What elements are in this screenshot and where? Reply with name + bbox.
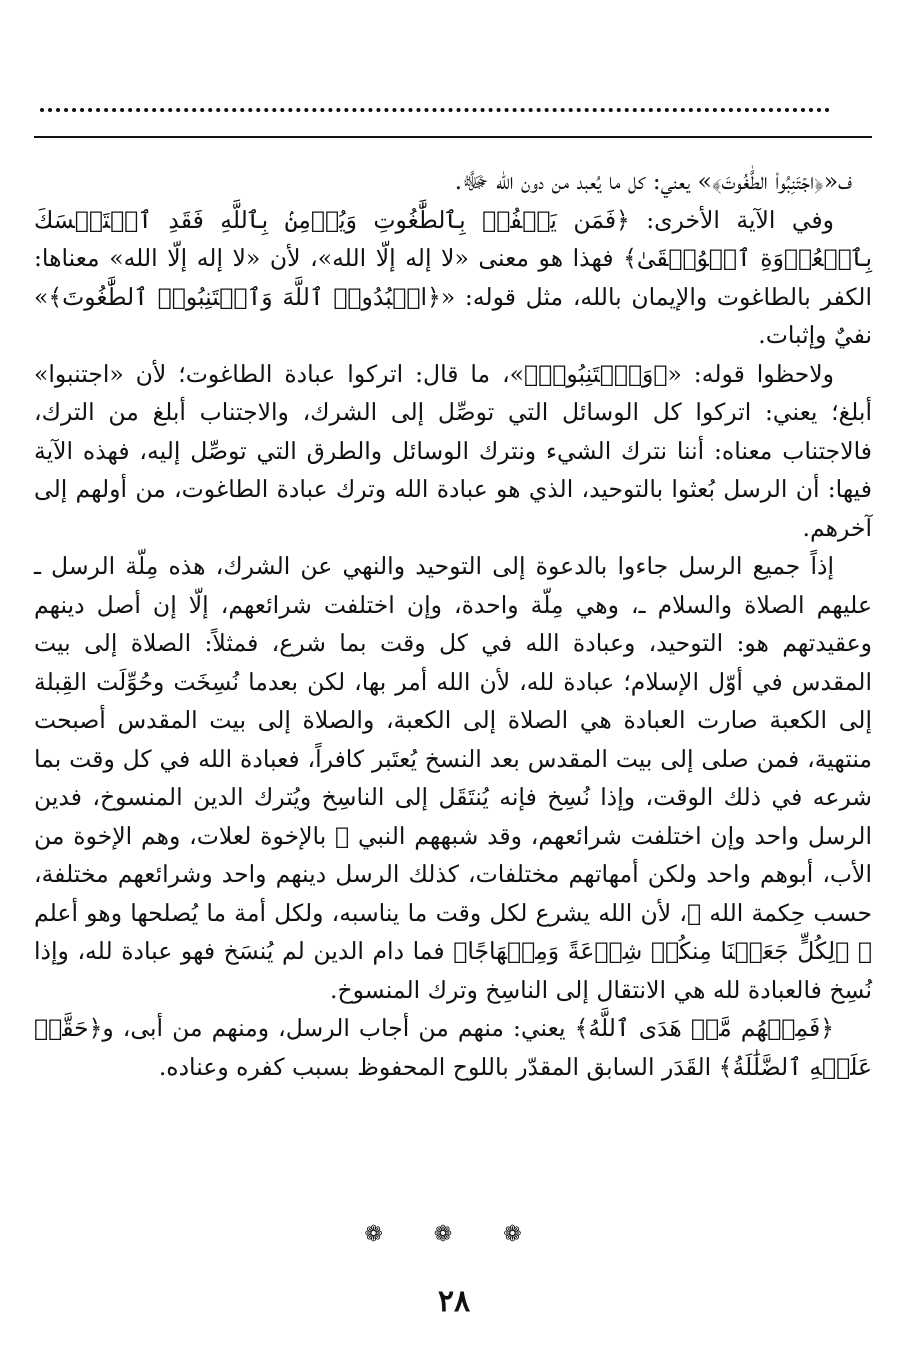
page-number: ٢٨ (437, 1284, 471, 1319)
section-ornament: ❁ ❁ ❁ (364, 1222, 544, 1247)
header-rule (34, 136, 872, 138)
header-dotted-line (40, 88, 830, 112)
page-body (34, 162, 872, 1086)
paragraph-2: وفي الآية الأخرى: ﴿فَمَن يَكۡفُرۡ بِٱلطَّٰغُوتِ وَيُؤۡمِنۢ بِٱللَّهِ فَقَدِ ٱسۡتَمۡسَكَ بِٱلۡعُرۡوَةِ ٱلۡوُثۡقَىٰ﴾ فهذا هو معنى «لا إله إلّا الله»، لأن «لا إله إلّا الله» معناها: الكفر بالطاغوت والإيمان بالله، مثل قوله: «﴿اعۡبُدُوا۟ ٱللَّهَ وَٱجۡتَنِبُوا۟ ٱلطَّٰغُوتَ﴾» نفيٌ وإثبات. (34, 205, 872, 349)
paragraph-1: ف«﴿اجۡتَنِبُوا۟ الطَّٰغُوتَ﴾» يعني: كل ما يُعبد من دون الله ﷻ. (454, 167, 852, 195)
paragraph-4: إذاً جميع الرسل جاءوا بالدعوة إلى التوحيد والنهي عن الشرك، هذه مِلّة الرسل ـ عليهم الصلاة والسلام ـ، وهي مِلّة واحدة، وإن اختلفت شرائعهم، إلّا إن أصل دينهم وعقيدتهم هو: التوحيد، وعبادة الله في كل وقت بما شرع، فمثلاً: الصلاة إلى بيت المقدس في أوّل الإسلام؛ عبادة لله، لأن الله أمر بها، لكن بعدما نُسِخَت وحُوِّلَت القِبلة إلى الكعبة صارت العبادة هي الصلاة إلى الكعبة، والصلاة إلى بيت المقدس أصبحت منتهية، فمن صلى إلى بيت المقدس بعد النسخ يُعتَبر كافراً، فعبادة الله في كل وقت بما شرعه في ذلك الوقت، وإذا نُسِخ فإنه يُنتَقَل إلى الناسِخ ويُترك الدين المنسوخ، فدين الرسل واحد وإن اختلفت شرائعهم، وقد شبههم النبي ﷺ بالإخوة لعلات، وهم الإخوة من الأب، أبوهم واحد ولكن أمهاتهم مختلفات، كذلك الرسل دينهم واحد وشرائعهم مختلفة، حسب حِكمة الله ﷻ، لأن الله يشرع لكل وقت ما يناسبه، ولكل أمة ما يُصلحها وهو أعلم ﷻ ﴿لِكُلٍّ جَعَلۡنَا مِنكُمۡ شِرۡعَةً وَمِنۡهَاجًا﴾ فما دام الدين لم يُنسَخ فهو عبادة لله، وإذا نُسِخ فالعبادة لله هي الانتقال إلى الناسِخ وترك المنسوخ. (34, 552, 872, 1004)
paragraph-3: ولاحظوا قوله: «﴿وَٱجۡتَنِبُوا۟﴾»، ما قال: اتركوا عبادة الطاغوت؛ لأن «اجتنبوا» أبلغ؛ يعني: اتركوا كل الوسائل التي توصِّل إلى الشرك، والاجتناب أبلغ من الترك، فالاجتناب معناه: أننا نترك الشيء ونترك الوسائل والطرق التي توصِّل إليه، فهذه الآية فيها: أن الرسل بُعثوا بالتوحيد، الذي هو عبادة الله وترك عبادة الطاغوت، من أولهم إلى آخرهم. (34, 359, 872, 542)
paragraph-5: ﴿فَمِنۡهُم مَّنۡ هَدَى ٱللَّهُ﴾ يعني: منهم من أجاب الرسل، ومنهم من أبى، و﴿حَقَّتۡ عَلَيۡهِ ٱلضَّلَٰلَةُ﴾ القَدَر السابق المقدّر باللوح المحفوظ بسبب كفره وعناده. (34, 1014, 872, 1081)
